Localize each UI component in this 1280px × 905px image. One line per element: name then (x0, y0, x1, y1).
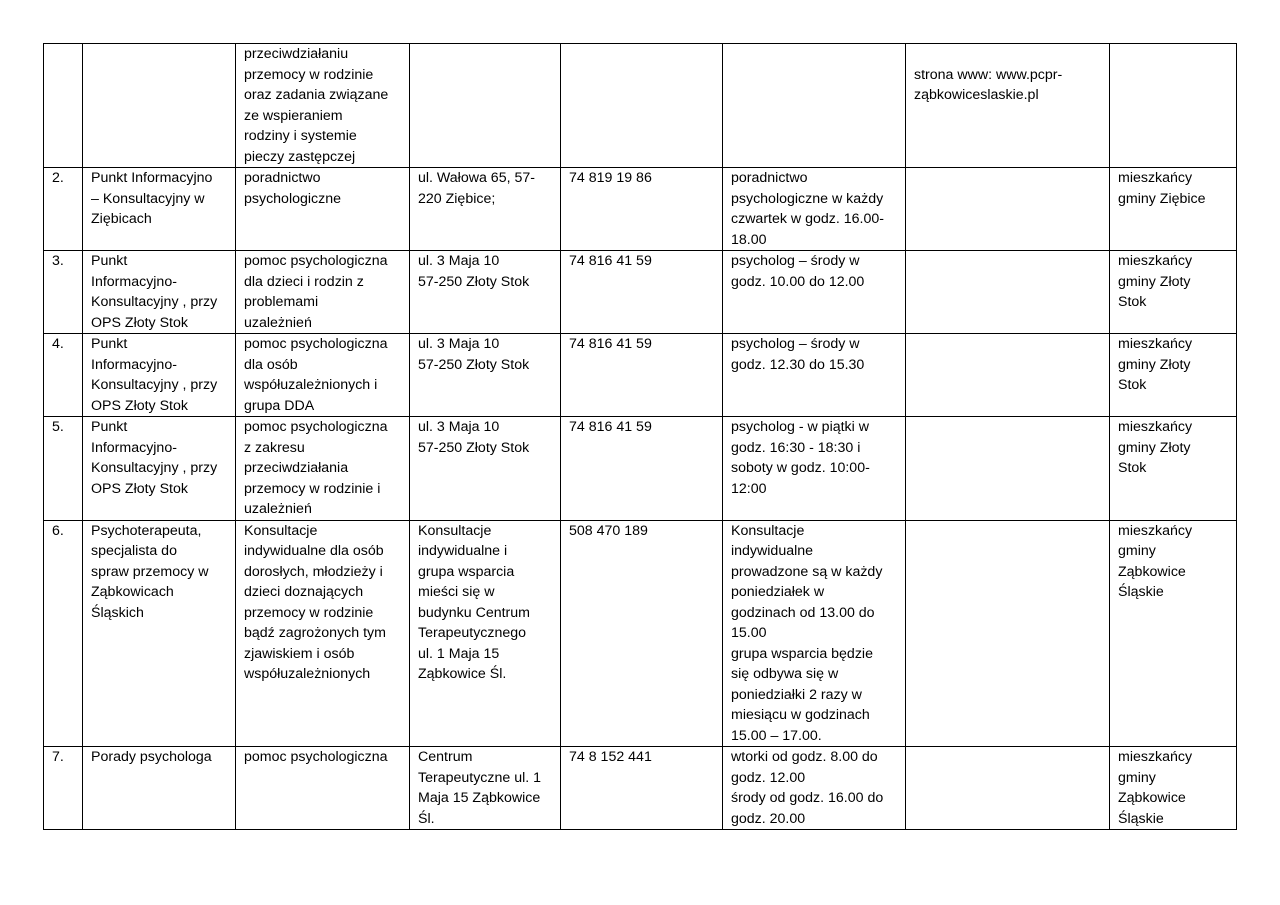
hours-cell: Konsultacje indywidualne prowadzone są w każdy poniedziałek w godzinach od 13.00 do 15.00 grupa wsparcia będzie się odbywa się w poniedziałki 2 razy w miesiącu w godzinach 15.00 – 17.00. (723, 520, 906, 747)
scope-cell: pomoc psychologiczna dla dzieci i rodzin z problemami uzależnień (236, 251, 410, 334)
table-row (44, 747, 1237, 830)
hours-cell: wtorki od godz. 8.00 do godz. 12.00 środy od godz. 16.00 do godz. 20.00 (723, 747, 906, 830)
hours-cell: poradnictwo psychologiczne w każdy czwartek w godz. 16.00- 18.00 (723, 168, 906, 251)
for-whom-cell: mieszkańcy gminy Ząbkowice Śląskie (1110, 520, 1237, 747)
address-cell: ul. 3 Maja 10 57-250 Złoty Stok (410, 417, 561, 521)
for-whom-cell: mieszkańcy gminy Ziębice (1110, 168, 1237, 251)
table-row (44, 251, 1237, 334)
contact-cell: strona www: www.pcpr- ząbkowiceslaskie.pl (906, 44, 1110, 168)
lp-cell: 4. (44, 334, 83, 417)
name-cell: Punkt Informacyjno – Konsultacyjny w Ziębicach (83, 168, 236, 251)
hours-cell: psycholog - w piątki w godz. 16:30 - 18:30 i soboty w godz. 10:00- 12:00 (723, 417, 906, 521)
for-whom-cell: mieszkańcy gminy Złoty Stok (1110, 417, 1237, 521)
table-row (44, 44, 1237, 168)
document-table (43, 43, 1237, 830)
phone-cell: 508 470 189 (561, 520, 723, 747)
scope-cell: pomoc psychologiczna dla osób współuzależnionych i grupa DDA (236, 334, 410, 417)
phone-cell: 74 816 41 59 (561, 417, 723, 521)
address-cell: Konsultacje indywidualne i grupa wsparcia mieści się w budynku Centrum Terapeutycznego ul. 1 Maja 15 Ząbkowice Śl. (410, 520, 561, 747)
table-body (44, 44, 1237, 830)
contact-cell (906, 334, 1110, 417)
for-whom-cell (1110, 44, 1237, 168)
name-cell: Porady psychologa (83, 747, 236, 830)
name-cell: Punkt Informacyjno- Konsultacyjny , przy OPS Złoty Stok (83, 251, 236, 334)
phone-cell (561, 44, 723, 168)
hours-cell: psycholog – środy w godz. 10.00 do 12.00 (723, 251, 906, 334)
address-cell: ul. 3 Maja 10 57-250 Złoty Stok (410, 251, 561, 334)
phone-cell: 74 8 152 441 (561, 747, 723, 830)
address-cell: ul. 3 Maja 10 57-250 Złoty Stok (410, 334, 561, 417)
contact-cell (906, 747, 1110, 830)
lp-cell: 6. (44, 520, 83, 747)
hours-cell: psycholog – środy w godz. 12.30 do 15.30 (723, 334, 906, 417)
contact-cell (906, 417, 1110, 521)
lp-cell: 5. (44, 417, 83, 521)
name-cell: Punkt Informacyjno- Konsultacyjny , przy OPS Złoty Stok (83, 334, 236, 417)
scope-cell: Konsultacje indywidualne dla osób dorosłych, młodzieży i dzieci doznających przemocy w rodzinie bądź zagrożonych tym zjawiskiem i osób współuzależnionych (236, 520, 410, 747)
phone-cell: 74 816 41 59 (561, 251, 723, 334)
scope-cell: poradnictwo psychologiczne (236, 168, 410, 251)
phone-cell: 74 816 41 59 (561, 334, 723, 417)
contact-cell (906, 520, 1110, 747)
address-cell: ul. Wałowa 65, 57- 220 Ziębice; (410, 168, 561, 251)
address-cell (410, 44, 561, 168)
lp-cell: 7. (44, 747, 83, 830)
lp-cell: 3. (44, 251, 83, 334)
lp-cell: 2. (44, 168, 83, 251)
name-cell: Psychoterapeuta, specjalista do spraw przemocy w Ząbkowicach Śląskich (83, 520, 236, 747)
table-row (44, 520, 1237, 747)
table-row (44, 334, 1237, 417)
phone-cell: 74 819 19 86 (561, 168, 723, 251)
for-whom-cell: mieszkańcy gminy Ząbkowice Śląskie (1110, 747, 1237, 830)
table-row (44, 417, 1237, 521)
lp-cell (44, 44, 83, 168)
name-cell (83, 44, 236, 168)
for-whom-cell: mieszkańcy gminy Złoty Stok (1110, 251, 1237, 334)
contact-cell (906, 168, 1110, 251)
contact-cell (906, 251, 1110, 334)
for-whom-cell: mieszkańcy gminy Złoty Stok (1110, 334, 1237, 417)
table-row (44, 168, 1237, 251)
address-cell: Centrum Terapeutyczne ul. 1 Maja 15 Ząbkowice Śl. (410, 747, 561, 830)
hours-cell (723, 44, 906, 168)
scope-cell: przeciwdziałaniu przemocy w rodzinie oraz zadania związane ze wspieraniem rodziny i systemie pieczy zastępczej (236, 44, 410, 168)
scope-cell: pomoc psychologiczna z zakresu przeciwdziałania przemocy w rodzinie i uzależnień (236, 417, 410, 521)
name-cell: Punkt Informacyjno- Konsultacyjny , przy OPS Złoty Stok (83, 417, 236, 521)
scope-cell: pomoc psychologiczna (236, 747, 410, 830)
